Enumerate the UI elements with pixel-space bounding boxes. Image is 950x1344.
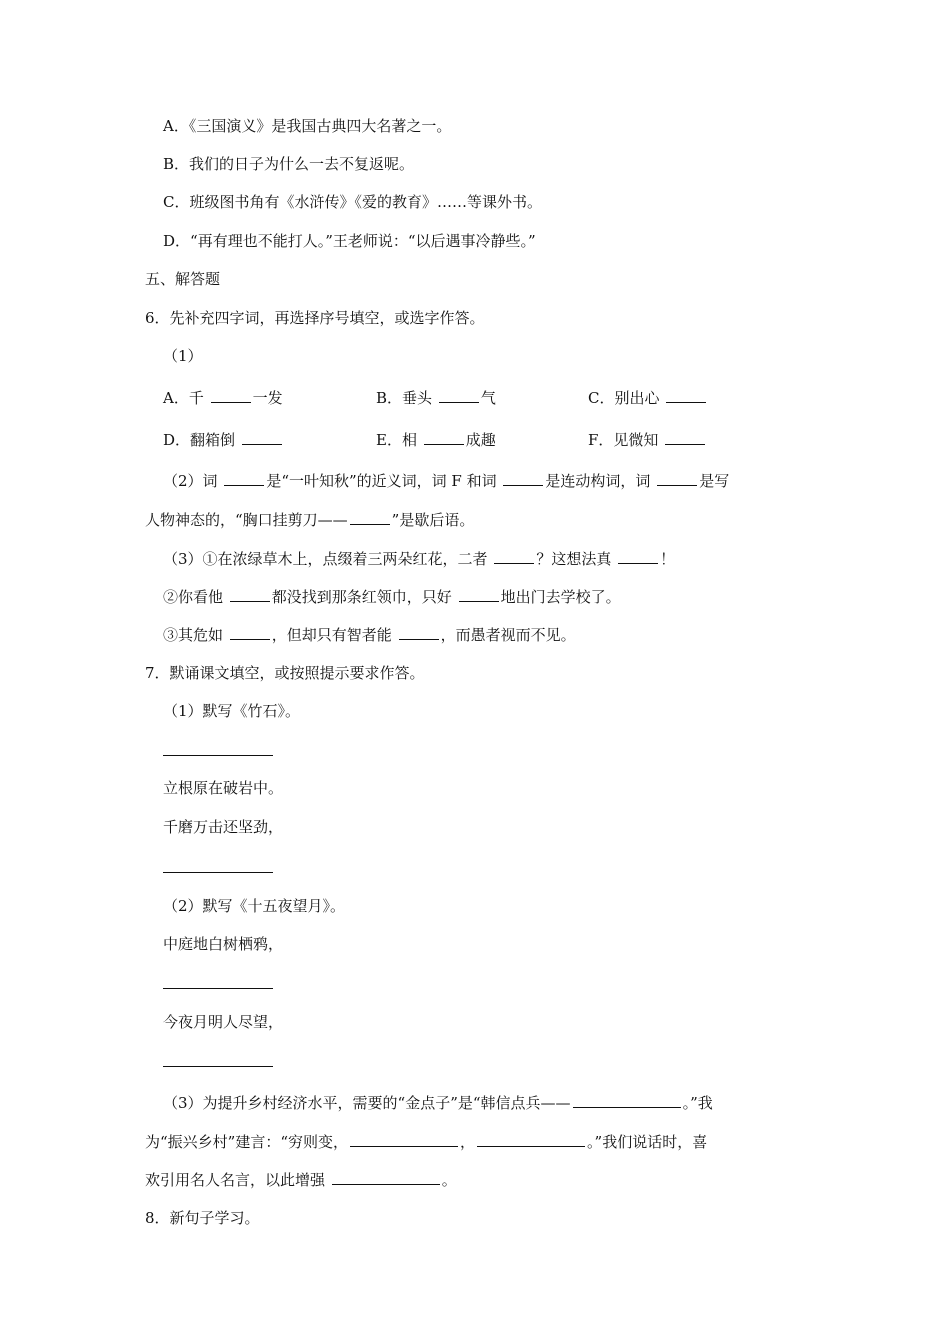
part2-blank-3[interactable] <box>657 470 697 486</box>
word-a-blank[interactable] <box>211 387 251 403</box>
word-c-blank[interactable] <box>666 387 706 403</box>
q7-p3-blank-3[interactable] <box>477 1131 585 1147</box>
word-f-prefix: F．见微知 <box>588 431 659 449</box>
q5-option-a: A．《三国演义》是我国古典四大名著之一。 <box>163 117 452 135</box>
q7-p1-line2: 立根原在破岩中。 <box>163 779 284 797</box>
q8-stem: 8．新句子学习。 <box>145 1209 260 1227</box>
q7-p3-blank-2[interactable] <box>350 1131 458 1147</box>
q7-p3-l2-mid: ， <box>460 1133 476 1151</box>
part2-text-1: （2）词 <box>163 472 218 490</box>
word-b-blank[interactable] <box>439 387 479 403</box>
q7-answer-line-1[interactable] <box>163 755 273 756</box>
q7-p3-blank-1[interactable] <box>573 1092 681 1108</box>
part3-blank-1[interactable] <box>494 548 534 564</box>
q6-word-f <box>588 429 707 450</box>
part3-l3-prefix: ③其危如 <box>163 626 224 644</box>
q7-part1-label: （1）默写《竹石》。 <box>163 702 301 720</box>
part3-l2-prefix: ②你看他 <box>163 588 224 606</box>
q7-stem: 7．默诵课文填空，或按照提示要求作答。 <box>145 664 425 682</box>
part3-l3-suffix: ，而愚者视而不见。 <box>440 626 576 644</box>
q6-part1-label: （1） <box>163 347 203 365</box>
part2-blank-1[interactable] <box>224 470 264 486</box>
part2-text-3: 是连动构词，词 <box>545 472 651 490</box>
word-b-suffix: 气 <box>480 389 496 407</box>
q6-stem: 6．先补充四字词，再选择序号填空，或选字作答。 <box>145 309 485 327</box>
word-a-prefix: A．千 <box>163 389 204 407</box>
part3-l2-suffix: 地出门去学校了。 <box>500 588 621 606</box>
part2-line2-suffix: ”是歇后语。 <box>391 511 475 529</box>
part2-line2-prefix: 人物神态的，“胸口挂剪刀—— <box>145 511 348 529</box>
part3-blank-5[interactable] <box>230 624 270 640</box>
part3-l1-prefix: （3）①在浓绿草木上，点缀着三两朵红花，二者 <box>163 550 488 568</box>
part2-blank-4[interactable] <box>350 509 390 525</box>
q7-part3-line3 <box>145 1169 457 1190</box>
q7-p3-l1-prefix: （3）为提升乡村经济水平，需要的“金点子”是“韩信点兵—— <box>163 1094 571 1112</box>
part3-blank-4[interactable] <box>459 586 499 602</box>
q6-part3-line1 <box>163 548 675 569</box>
part3-l2-mid: 都没找到那条红领巾，只好 <box>271 588 452 606</box>
q6-part3-line3 <box>163 624 576 645</box>
q7-part3-line1 <box>163 1092 713 1113</box>
word-d-prefix: D．翻箱倒 <box>163 431 236 449</box>
q7-answer-line-2[interactable] <box>163 872 273 873</box>
part3-l1-suffix: ！ <box>660 550 676 568</box>
q7-p3-l3-suffix: 。 <box>441 1171 457 1189</box>
part3-blank-3[interactable] <box>230 586 270 602</box>
q6-word-d <box>163 429 284 450</box>
q5-option-b: B．我们的日子为什么一去不复返呢。 <box>163 155 415 173</box>
q7-p2-line1: 中庭地白树栖鸦， <box>163 935 284 953</box>
part3-blank-2[interactable] <box>618 548 658 564</box>
part2-text-2: 是“一叶知秋”的近义词，词 F 和词 <box>266 472 497 490</box>
q7-p3-l3-prefix: 欢引用名人名言，以此增强 <box>145 1171 326 1189</box>
q7-p1-line3: 千磨万击还坚劲， <box>163 818 284 836</box>
word-e-prefix: E．相 <box>376 431 417 449</box>
q6-word-c <box>588 387 708 408</box>
word-e-blank[interactable] <box>424 429 464 445</box>
part2-blank-2[interactable] <box>503 470 543 486</box>
q7-answer-line-3[interactable] <box>163 988 273 989</box>
q6-part2-line1 <box>163 470 729 491</box>
q5-option-c: C．班级图书角有《水浒传》《爱的教育》……等课外书。 <box>163 193 542 211</box>
q6-part3-line2 <box>163 586 621 607</box>
word-c-prefix: C．别出心 <box>588 389 660 407</box>
word-d-blank[interactable] <box>242 429 282 445</box>
part3-l3-mid: ，但却只有智者能 <box>271 626 392 644</box>
q5-option-d: D．“再有理也不能打人。”王老师说：“以后遇事冷静些。” <box>163 232 536 250</box>
q7-p2-line3: 今夜月明人尽望， <box>163 1013 284 1031</box>
q7-part3-line2 <box>145 1131 707 1152</box>
word-b-prefix: B．垂头 <box>376 389 433 407</box>
part3-l1-mid: ？这想法真 <box>536 550 612 568</box>
q7-p3-l2-prefix: 为“振兴乡村”建言：“穷则变， <box>145 1133 349 1151</box>
word-f-blank[interactable] <box>665 429 705 445</box>
q7-part2-label: （2）默写《十五夜望月》。 <box>163 897 346 915</box>
part2-text-4: 是写 <box>699 472 730 490</box>
q6-word-a <box>163 387 283 408</box>
part3-blank-6[interactable] <box>399 624 439 640</box>
q6-word-b <box>376 387 496 408</box>
q7-p3-l2-suffix: 。”我们说话时，喜 <box>587 1133 708 1151</box>
q6-part2-line2 <box>145 509 474 530</box>
word-a-suffix: 一发 <box>252 389 283 407</box>
q7-p3-l1-suffix: 。”我 <box>682 1094 713 1112</box>
q6-word-e <box>376 429 496 450</box>
q7-p3-blank-4[interactable] <box>332 1169 440 1185</box>
word-e-suffix: 成趣 <box>465 431 496 449</box>
section-heading: 五、解答题 <box>145 270 221 288</box>
q7-answer-line-4[interactable] <box>163 1066 273 1067</box>
